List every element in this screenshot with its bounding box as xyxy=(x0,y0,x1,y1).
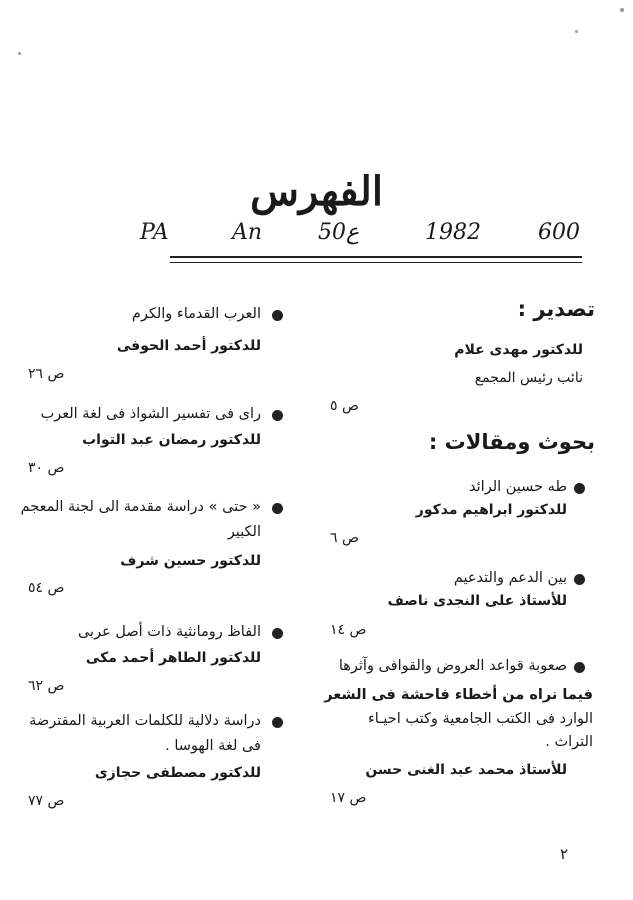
preface-author: للدكتور مهدى علام xyxy=(454,342,583,358)
page-ref: ص ٦ xyxy=(330,530,359,546)
page-ref: ص ٢٦ xyxy=(28,366,65,382)
bullet-icon xyxy=(272,628,283,639)
entry-author: للدكتور رمضان عبد التواب xyxy=(82,432,261,448)
page-ref: ص ٦٢ xyxy=(28,678,65,694)
entry-title-cont: فى لغة الهوسا . xyxy=(165,738,261,754)
page-ref: ص ٧٧ xyxy=(28,793,65,809)
entry-subtitle: الوارد فى الكتب الجامعية وكتب احيـاء xyxy=(367,711,593,727)
entry-author: للدكتور مصطفى حجازى xyxy=(94,765,261,781)
bullet-icon xyxy=(574,483,585,494)
entry-title: « حتى » دراسة مقدمة الى لجنة المعجم xyxy=(20,499,261,515)
entry-subtitle: التراث . xyxy=(545,734,593,750)
scan-speck xyxy=(575,30,578,33)
page-ref: ص ٣٠ xyxy=(28,460,65,476)
preface-role: نائب رئيس المجمع xyxy=(474,370,583,386)
bullet-icon xyxy=(272,717,283,728)
page-ref: ص ١٧ xyxy=(330,790,367,806)
page-ref: ص ١٤ xyxy=(330,622,367,638)
entry-author: للأستاذ محمد عبد الغنى حسن xyxy=(365,762,567,778)
scan-speck xyxy=(620,8,624,12)
catalog-part: 50ع xyxy=(318,220,360,245)
entry-author: للدكتور ابراهيم مدكور xyxy=(415,502,567,518)
section-heading: تصدير : xyxy=(517,297,595,321)
catalog-part: 1982 xyxy=(425,220,481,245)
bullet-icon xyxy=(272,310,283,321)
entry-title-cont: الكبير xyxy=(227,524,261,540)
entry-title: بين الدعم والتدعيم xyxy=(453,570,567,586)
catalog-part: 600 xyxy=(538,220,580,245)
entry-author: للدكتور الطاهر أحمد مكى xyxy=(85,650,261,666)
section-heading: بحوث ومقالات : xyxy=(428,430,595,454)
entry-title: الفاظ رومانثية ذات أصل عربى xyxy=(77,624,261,640)
page-title: الفهرس xyxy=(250,168,383,215)
bullet-icon xyxy=(574,662,585,673)
divider-rule xyxy=(170,256,582,258)
entry-author: للدكتور أحمد الحوفى xyxy=(116,338,261,354)
entry-title: راى فى تفسير الشواذ فى لغة العرب xyxy=(40,406,261,422)
bullet-icon xyxy=(272,503,283,514)
entry-title: العرب القدماء والكرم xyxy=(131,306,261,322)
bullet-icon xyxy=(574,574,585,585)
entry-title: طه حسين الرائد xyxy=(469,479,567,495)
entry-title: دراسة دلالية للكلمات العربية المقترضة xyxy=(29,713,261,729)
catalog-part: An xyxy=(232,220,263,245)
divider-rule xyxy=(170,262,582,263)
page-ref: ص ٥٤ xyxy=(28,580,65,596)
bullet-icon xyxy=(272,410,283,421)
scan-speck xyxy=(18,52,21,55)
entry-title: صعوبة قواعد العروض والقوافى وآثرها xyxy=(338,658,567,674)
entry-subtitle: فيما نراه من أخطاء فاحشة فى الشعر xyxy=(324,687,593,703)
entry-author: للأستاذ على النجدى ناصف xyxy=(387,593,567,609)
catalog-part: PA xyxy=(140,220,169,245)
page-number: ٢ xyxy=(560,845,569,863)
entry-author: للدكتور حسين شرف xyxy=(120,553,261,569)
page-ref: ص ٥ xyxy=(330,398,359,414)
